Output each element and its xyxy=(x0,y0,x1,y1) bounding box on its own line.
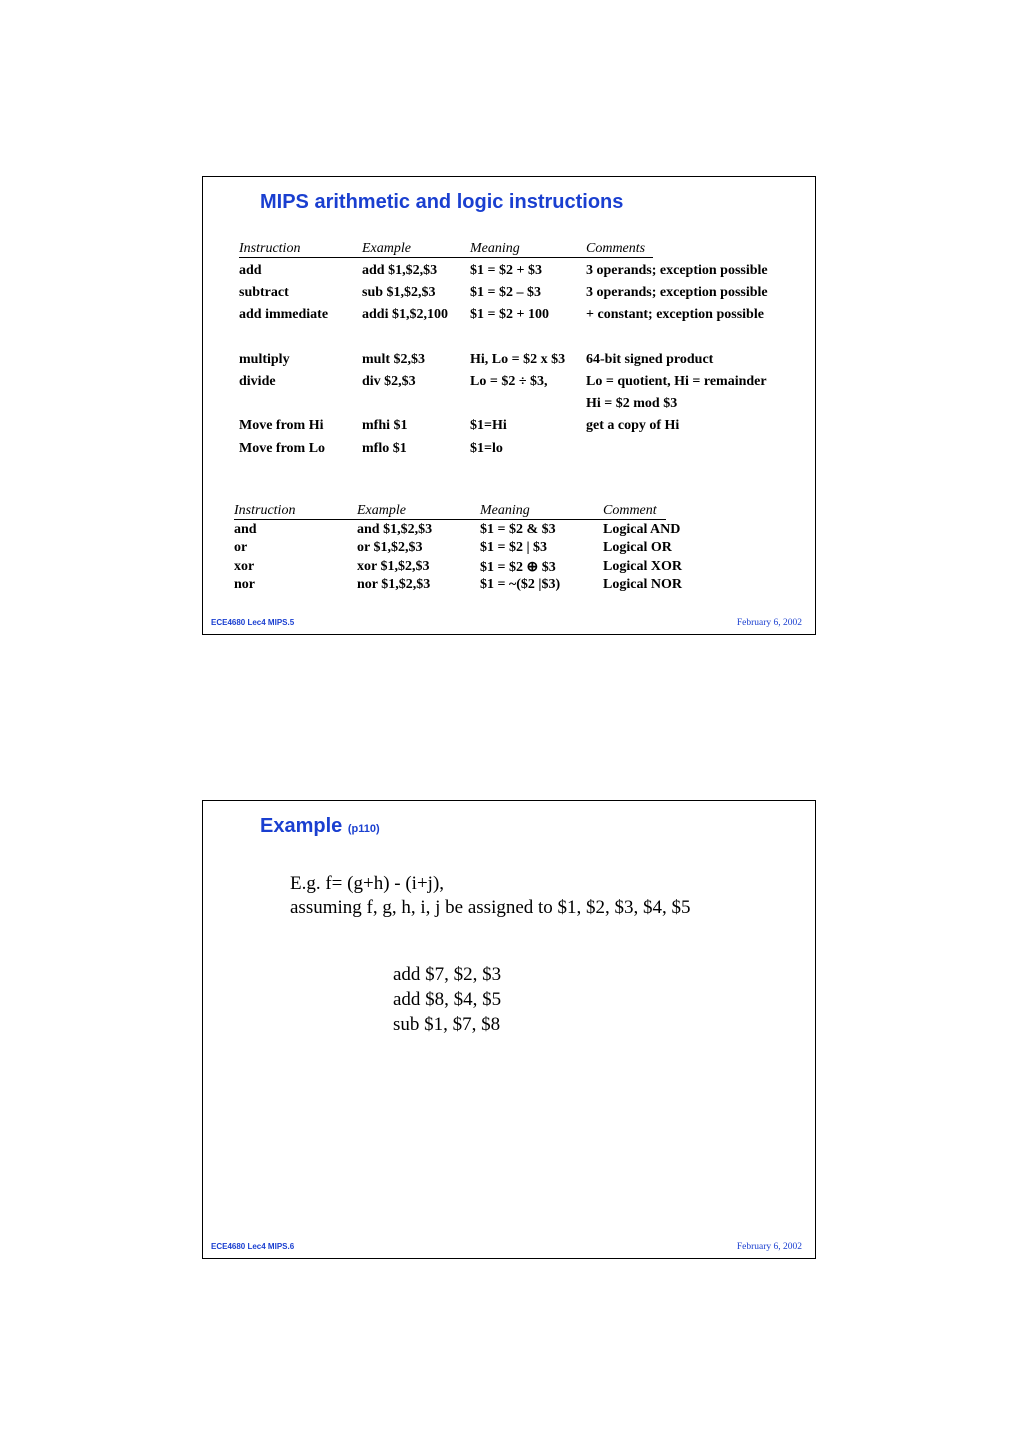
table-cell: add $1,$2,$3 xyxy=(362,263,438,278)
table-cell: xor $1,$2,$3 xyxy=(357,559,430,574)
table-cell: nor xyxy=(234,577,255,592)
table2-header-instruction: Instruction xyxy=(234,503,296,518)
slide-title-page-ref: (p110) xyxy=(347,823,380,835)
table-cell: 3 operands; exception possible xyxy=(586,263,768,278)
slide-footer-id: ECE4680 Lec4 MIPS.5 xyxy=(211,618,295,627)
code-line: sub $1, $7, $8 xyxy=(393,1014,501,1035)
table-cell: mult $2,$3 xyxy=(362,352,425,367)
table-cell: 3 operands; exception possible xyxy=(586,285,768,300)
table-cell: Lo = quotient, Hi = remainder xyxy=(586,374,767,389)
table-cell: $1 = $2 + 100 xyxy=(470,307,549,322)
table-cell: addi $1,$2,100 xyxy=(362,307,448,322)
table-cell: $1 = $2 & $3 xyxy=(480,522,556,537)
table-cell: add xyxy=(239,263,262,278)
table-cell: $1 = $2 | $3 xyxy=(480,540,548,555)
table-cell: $1=lo xyxy=(470,441,503,456)
slide-example xyxy=(202,800,816,1259)
table1-header-rule xyxy=(239,257,653,258)
table-cell: 64-bit signed product xyxy=(586,352,714,367)
table-cell: $1=Hi xyxy=(470,418,507,433)
slide-title xyxy=(260,815,380,838)
slide-mips-arith-logic xyxy=(202,176,816,635)
table-cell: Hi = $2 mod $3 xyxy=(586,396,678,411)
table-cell: Move from Hi xyxy=(239,418,324,433)
table-cell: multiply xyxy=(239,352,290,367)
table2-header-comment: Comment xyxy=(603,503,657,518)
table-cell: and $1,$2,$3 xyxy=(357,522,433,537)
table1-header-example: Example xyxy=(362,241,411,256)
code-line: add $8, $4, $5 xyxy=(393,989,502,1010)
table-cell: + constant; exception possible xyxy=(586,307,764,322)
table-cell: subtract xyxy=(239,285,289,300)
slide-footer-date: February 6, 2002 xyxy=(736,1242,802,1252)
table-cell: $1 = $2 ⊕ $3 xyxy=(480,560,556,575)
table-cell: mflo $1 xyxy=(362,441,407,456)
slide-footer-id: ECE4680 Lec4 MIPS.6 xyxy=(211,1242,295,1251)
table1-header-instruction: Instruction xyxy=(239,241,301,256)
table-cell: $1 = $2 – $3 xyxy=(470,285,541,300)
table-cell: get a copy of Hi xyxy=(586,418,680,433)
slide-title: MIPS arithmetic and logic instructions xyxy=(260,191,624,213)
table-cell: Lo = $2 ÷ $3, xyxy=(470,374,548,389)
example-line: E.g. f= (g+h) - (i+j), xyxy=(290,873,445,894)
table-cell: Logical OR xyxy=(603,540,672,555)
table-cell: $1 = ~($2 |$3) xyxy=(480,577,561,592)
table-cell: add immediate xyxy=(239,307,329,322)
slide-footer-date: February 6, 2002 xyxy=(736,618,802,628)
table-cell: div $2,$3 xyxy=(362,374,416,389)
table-cell: nor $1,$2,$3 xyxy=(357,577,431,592)
table-cell: Hi, Lo = $2 x $3 xyxy=(470,352,566,367)
table-cell: or xyxy=(234,540,248,555)
table2-header-rule xyxy=(234,519,666,520)
table-cell: Logical AND xyxy=(603,522,681,537)
table-cell: Move from Lo xyxy=(239,441,326,456)
table2-header-meaning: Meaning xyxy=(480,503,530,518)
table-cell: sub $1,$2,$3 xyxy=(362,285,436,300)
code-line: add $7, $2, $3 xyxy=(393,964,502,985)
table-cell: divide xyxy=(239,374,276,389)
table-cell: mfhi $1 xyxy=(362,418,408,433)
table1-header-comments: Comments xyxy=(586,241,646,256)
example-line: assuming f, g, h, i, j be assigned to $1, $2, $3, $4, $5 xyxy=(290,897,691,918)
table2-header-example: Example xyxy=(357,503,406,518)
table-cell: Logical XOR xyxy=(603,559,682,574)
table-cell: Logical NOR xyxy=(603,577,682,592)
table-cell: and xyxy=(234,522,257,537)
table1-header-meaning: Meaning xyxy=(470,241,520,256)
slide-title-text: Example xyxy=(260,815,343,837)
table-cell: or $1,$2,$3 xyxy=(357,540,423,555)
table-cell: $1 = $2 + $3 xyxy=(470,263,542,278)
table-cell: xor xyxy=(234,559,255,574)
